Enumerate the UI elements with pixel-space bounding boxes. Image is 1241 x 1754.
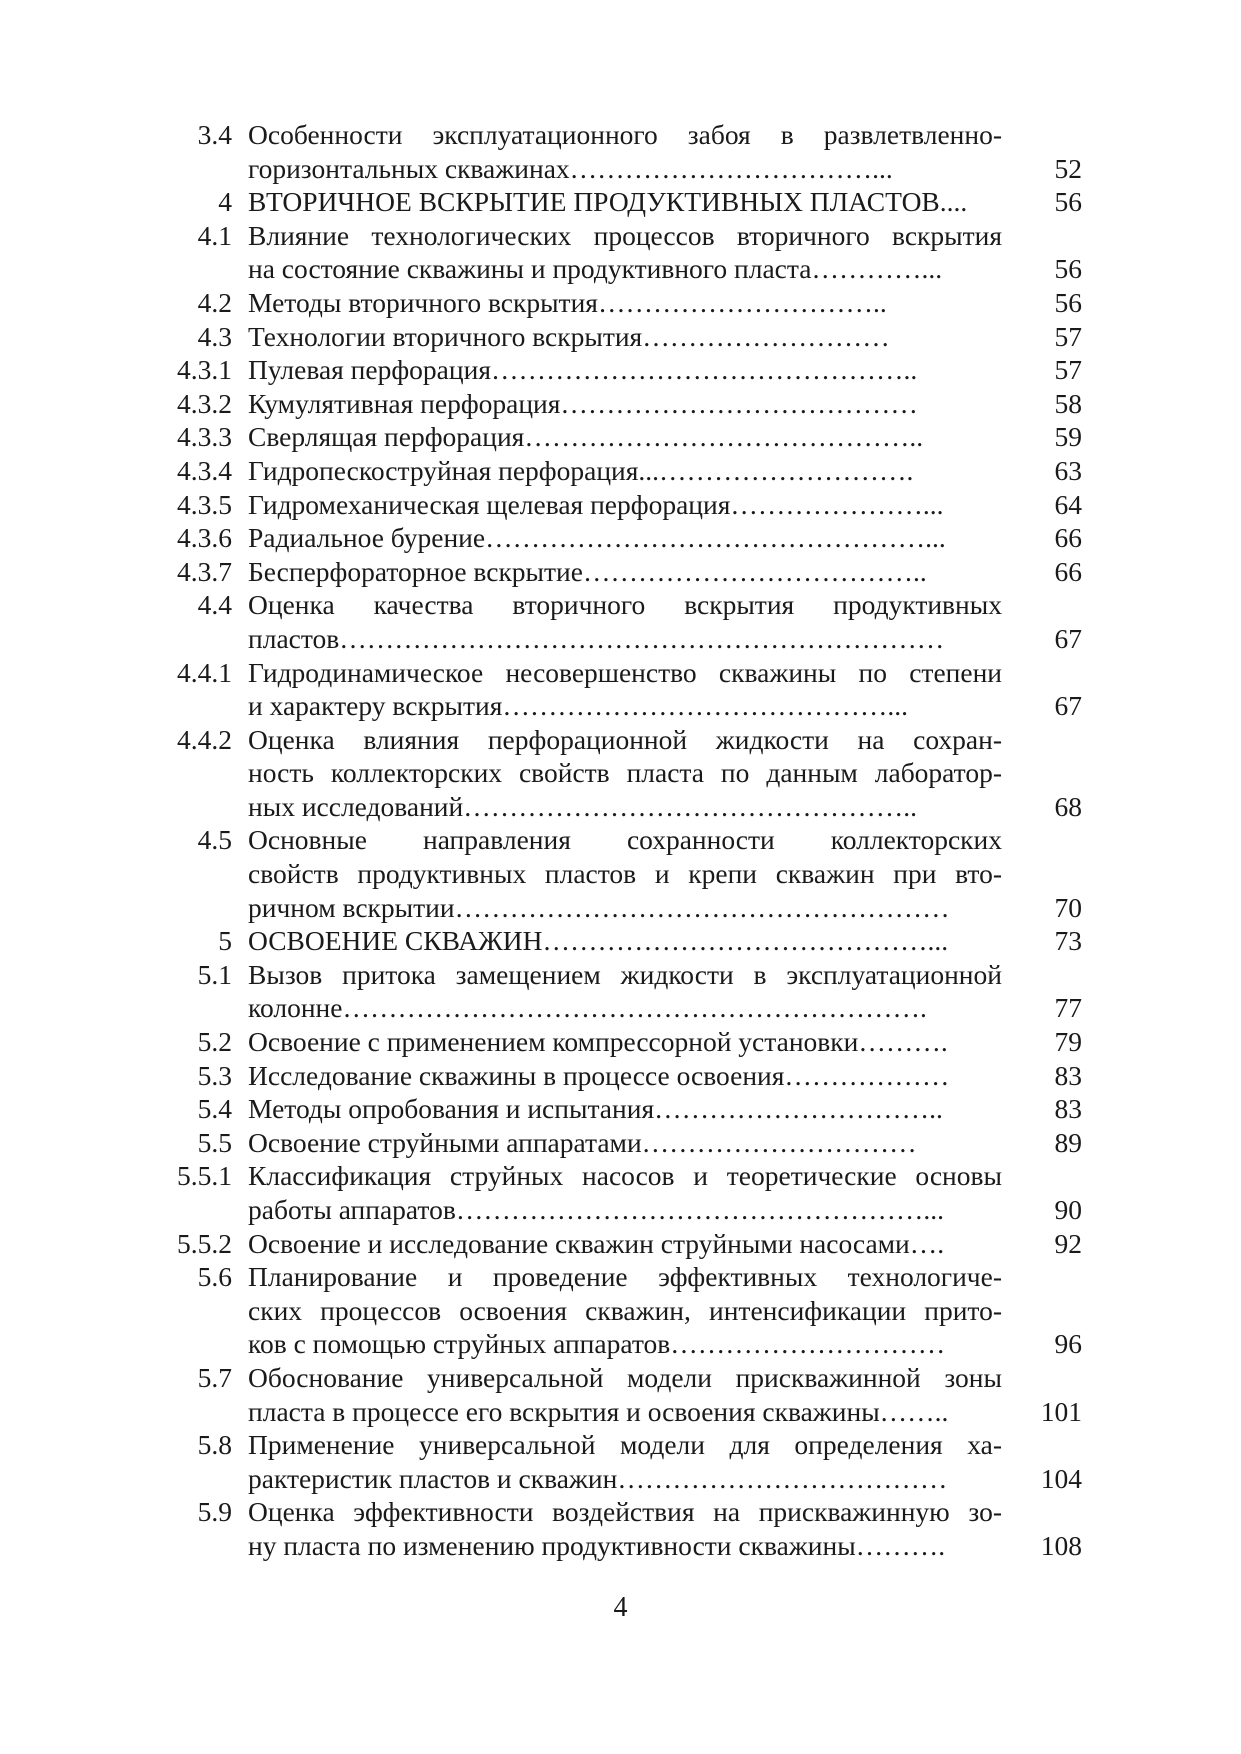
toc-entry bbox=[150, 823, 1090, 924]
toc-entry bbox=[150, 320, 1090, 354]
toc-entry-page: 73 bbox=[1054, 925, 1082, 957]
toc-entry bbox=[150, 1126, 1090, 1160]
toc-entry-page: 56 bbox=[1054, 186, 1082, 218]
toc-entry-title bbox=[248, 723, 1002, 824]
toc-entry-title-line: пластов………………………………………………………… bbox=[248, 622, 945, 654]
toc-entry-number: 5.2 bbox=[197, 1026, 232, 1058]
toc-entry-title-line: Методы вторичного вскрытия………………………….. bbox=[248, 286, 887, 318]
toc-entry-number: 5.7 bbox=[197, 1361, 232, 1393]
toc-entry bbox=[150, 219, 1090, 286]
toc-entry-page: 70 bbox=[1054, 891, 1082, 923]
toc-entry-number: 4.3.4 bbox=[177, 454, 232, 486]
toc-entry-page: 67 bbox=[1054, 690, 1082, 722]
toc-entry-page: 67 bbox=[1054, 622, 1082, 654]
toc-entry-title bbox=[248, 387, 1002, 421]
toc-entry-title-line: ну пласта по изменению продуктивности скважины………. bbox=[248, 1529, 946, 1561]
toc-entry-page: 52 bbox=[1054, 152, 1082, 184]
toc-entry-title bbox=[248, 958, 1002, 1025]
toc-entry-title-line: Оценка эффективности воздействия на прискважинную зо- bbox=[248, 1496, 1002, 1528]
toc-entry bbox=[150, 1159, 1090, 1226]
toc-entry-page: 57 bbox=[1054, 354, 1082, 386]
toc-entry-page: 57 bbox=[1054, 320, 1082, 352]
toc-entry-page: 58 bbox=[1054, 387, 1082, 419]
toc-entry-number: 4.3.5 bbox=[177, 488, 232, 520]
toc-entry-title-line: Классификация струйных насосов и теоретические основы bbox=[248, 1160, 1002, 1192]
toc-entry-title-line: на состояние скважины и продуктивного пласта…………... bbox=[248, 253, 943, 285]
toc-entry bbox=[150, 958, 1090, 1025]
toc-entry-title bbox=[248, 1025, 1002, 1059]
toc-entry-title bbox=[248, 185, 1002, 219]
toc-entry bbox=[150, 1428, 1090, 1495]
toc-entry-title-line: Бесперфораторное вскрытие……………………………….. bbox=[248, 555, 927, 587]
toc-entry-title-line: ность коллекторских свойств пласта по данным лаборатор- bbox=[248, 757, 1002, 789]
toc-entry-title-line: Вызов притока замещением жидкости в эксплуатационной bbox=[248, 958, 1002, 990]
toc-entry-page: 64 bbox=[1054, 488, 1082, 520]
toc-entry-title-line: Применение универсальной модели для определения ха- bbox=[248, 1429, 1002, 1461]
toc-entry-title-line: Планирование и проведение эффективных технологиче- bbox=[248, 1261, 1002, 1293]
toc-entry bbox=[150, 118, 1090, 185]
toc-entry-page: 56 bbox=[1054, 253, 1082, 285]
toc-entry-page: 92 bbox=[1054, 1227, 1082, 1259]
toc-entry-page: 77 bbox=[1054, 992, 1082, 1024]
toc-entry-page: 83 bbox=[1054, 1059, 1082, 1091]
toc-entry-title-line: колонне………………………………………………………. bbox=[248, 992, 927, 1024]
toc-entry-title-line: Гидропескоструйная перфорация...………………………. bbox=[248, 454, 914, 486]
toc-entry-title-line: Освоение и исследование скважин струйными насосами…. bbox=[248, 1227, 945, 1259]
table-of-contents bbox=[150, 118, 1090, 1563]
toc-entry-title-line: Радиальное бурение…………………………………………... bbox=[248, 522, 946, 554]
toc-entry-title bbox=[248, 521, 1002, 555]
toc-entry-title bbox=[248, 656, 1002, 723]
toc-entry-title-line: Кумулятивная перфорация………………………………… bbox=[248, 387, 918, 419]
toc-entry-page: 63 bbox=[1054, 454, 1082, 486]
toc-entry bbox=[150, 353, 1090, 387]
toc-entry-title-line: рактеристик пластов и скважин……………………………… bbox=[248, 1462, 948, 1494]
toc-entry-title bbox=[248, 1159, 1002, 1226]
toc-entry bbox=[150, 420, 1090, 454]
toc-entry-number: 4.4.1 bbox=[177, 656, 232, 688]
toc-entry-title-line: работы аппаратов……………………………………………... bbox=[248, 1194, 944, 1225]
toc-entry-title bbox=[248, 924, 1002, 958]
toc-entry-number: 4.1 bbox=[197, 219, 232, 251]
toc-entry-title-line: и характеру вскрытия……………………………………... bbox=[248, 690, 908, 722]
toc-entry-page: 59 bbox=[1054, 421, 1082, 453]
toc-entry-title bbox=[248, 118, 1002, 185]
toc-entry-title-line: Методы опробования и испытания………………………….. bbox=[248, 1093, 943, 1125]
toc-entry-number: 5.5.1 bbox=[177, 1160, 232, 1192]
toc-entry-title bbox=[248, 353, 1002, 387]
toc-entry-page: 104 bbox=[1040, 1462, 1082, 1494]
toc-entry bbox=[150, 286, 1090, 320]
toc-entry bbox=[150, 521, 1090, 555]
toc-entry bbox=[150, 1361, 1090, 1428]
toc-entry bbox=[150, 924, 1090, 958]
toc-entry-title bbox=[248, 1361, 1002, 1428]
toc-entry-title bbox=[248, 1126, 1002, 1160]
toc-entry-title-line: ских процессов освоения скважин, интенсификации прито- bbox=[248, 1294, 1002, 1326]
toc-entry bbox=[150, 656, 1090, 723]
toc-entry-number: 4.3 bbox=[197, 320, 232, 352]
toc-entry-title-line: Технологии вторичного вскрытия……………………… bbox=[248, 320, 890, 352]
page-number: 4 bbox=[613, 1592, 628, 1623]
toc-entry-page: 90 bbox=[1054, 1194, 1082, 1225]
toc-entry-title-line: Освоение струйными аппаратами………………………… bbox=[248, 1126, 917, 1158]
toc-entry-title bbox=[248, 488, 1002, 522]
toc-entry-title bbox=[248, 555, 1002, 589]
toc-entry-title-line: Сверлящая перфорация…………………………………….. bbox=[248, 421, 924, 453]
toc-entry-title bbox=[248, 1260, 1002, 1361]
toc-entry-title-line: ков с помощью струйных аппаратов………………………… bbox=[248, 1328, 946, 1360]
toc-entry-number: 4.3.2 bbox=[177, 387, 232, 419]
toc-entry-title-line: Особенности эксплуатационного забоя в развлетвленно- bbox=[248, 119, 1002, 150]
toc-entry bbox=[150, 723, 1090, 824]
toc-entry-title-line: ричном вскрытии……………………………………………… bbox=[248, 891, 950, 923]
toc-entry-title-line: ОСВОЕНИЕ СКВАЖИН……………………………………... bbox=[248, 925, 949, 957]
toc-entry-title-line: Гидромеханическая щелевая перфорация…………………... bbox=[248, 488, 944, 520]
toc-entry-title bbox=[248, 823, 1002, 924]
toc-entry-number: 4.5 bbox=[197, 824, 232, 856]
toc-entry-title-line: Основные направления сохранности коллекторских bbox=[248, 824, 1002, 856]
toc-entry-title-line: Обоснование универсальной модели прискважинной зоны bbox=[248, 1361, 1002, 1393]
toc-entry-number: 4.3.6 bbox=[177, 522, 232, 554]
toc-entry bbox=[150, 387, 1090, 421]
toc-entry-number: 5.3 bbox=[197, 1059, 232, 1091]
toc-entry-page: 83 bbox=[1054, 1093, 1082, 1125]
toc-entry-title bbox=[248, 219, 1002, 286]
toc-entry-title-line: ных исследований………………………………………….. bbox=[248, 790, 917, 822]
toc-entry-title bbox=[248, 1092, 1002, 1126]
toc-entry-title bbox=[248, 1227, 1002, 1261]
toc-entry-number: 4.3.3 bbox=[177, 421, 232, 453]
toc-entry-number: 4.4 bbox=[197, 589, 232, 621]
toc-entry-title-line: Освоение с применением компрессорной установки………. bbox=[248, 1026, 948, 1058]
toc-entry-number: 5.5 bbox=[197, 1126, 232, 1158]
toc-entry-title bbox=[248, 454, 1002, 488]
toc-entry-page: 96 bbox=[1054, 1328, 1082, 1360]
toc-entry-title-line: пласта в процессе его вскрытия и освоения скважины…….. bbox=[248, 1395, 949, 1427]
toc-entry-title bbox=[248, 1059, 1002, 1093]
toc-entry-number: 5.4 bbox=[197, 1093, 232, 1125]
toc-entry bbox=[150, 1025, 1090, 1059]
toc-entry-number: 5.5.2 bbox=[177, 1227, 232, 1259]
toc-entry bbox=[150, 1495, 1090, 1562]
toc-entry-page: 79 bbox=[1054, 1026, 1082, 1058]
toc-entry-number: 5.6 bbox=[197, 1261, 232, 1293]
toc-entry-page: 89 bbox=[1054, 1126, 1082, 1158]
toc-entry bbox=[150, 488, 1090, 522]
toc-entry-number: 4.4.2 bbox=[177, 723, 232, 755]
toc-entry-title bbox=[248, 286, 1002, 320]
toc-entry-title-line: Оценка качества вторичного вскрытия продуктивных bbox=[248, 589, 1002, 621]
toc-entry-title-line: ВТОРИЧНОЕ ВСКРЫТИЕ ПРОДУКТИВНЫХ ПЛАСТОВ.... bbox=[248, 186, 968, 218]
toc-entry bbox=[150, 1260, 1090, 1361]
toc-entry-title bbox=[248, 420, 1002, 454]
toc-entry-title-line: Пулевая перфорация……………………………………….. bbox=[248, 354, 918, 386]
toc-entry-number: 4.3.7 bbox=[177, 555, 232, 587]
toc-entry bbox=[150, 1059, 1090, 1093]
toc-entry-page: 66 bbox=[1054, 555, 1082, 587]
toc-entry bbox=[150, 555, 1090, 589]
toc-entry-title-line: Гидродинамическое несовершенство скважины по степени bbox=[248, 656, 1002, 688]
toc-entry-title bbox=[248, 320, 1002, 354]
toc-entry-number: 5.1 bbox=[197, 958, 232, 990]
toc-entry bbox=[150, 1227, 1090, 1261]
toc-entry-title-line: Влияние технологических процессов вторичного вскрытия bbox=[248, 219, 1002, 251]
toc-entry-page: 56 bbox=[1054, 286, 1082, 318]
toc-entry-number: 5.9 bbox=[197, 1496, 232, 1528]
toc-entry bbox=[150, 588, 1090, 655]
toc-entry bbox=[150, 1092, 1090, 1126]
toc-entry-title bbox=[248, 1428, 1002, 1495]
toc-entry bbox=[150, 185, 1090, 219]
toc-entry bbox=[150, 454, 1090, 488]
toc-entry-title-line: Оценка влияния перфорационной жидкости на сохран- bbox=[248, 723, 1002, 755]
toc-entry-title bbox=[248, 588, 1002, 655]
toc-entry-number: 4.2 bbox=[197, 286, 232, 318]
toc-entry-title-line: Исследование скважины в процессе освоения……………… bbox=[248, 1059, 950, 1091]
toc-entry-title-line: свойств продуктивных пластов и крепи скважин при вто- bbox=[248, 858, 1002, 890]
toc-entry-page: 68 bbox=[1054, 790, 1082, 822]
toc-entry-title-line: горизонтальных скважинах……………………………... bbox=[248, 152, 893, 184]
toc-entry-number: 5.8 bbox=[197, 1429, 232, 1461]
toc-entry-page: 108 bbox=[1040, 1529, 1082, 1561]
toc-entry-number: 3.4 bbox=[197, 119, 232, 150]
toc-entry-number: 4.3.1 bbox=[177, 354, 232, 386]
toc-entry-title bbox=[248, 1495, 1002, 1562]
toc-entry-page: 101 bbox=[1040, 1395, 1082, 1427]
toc-entry-page: 66 bbox=[1054, 522, 1082, 554]
toc-entry-number: 4 bbox=[218, 186, 232, 218]
toc-entry-number: 5 bbox=[218, 925, 232, 957]
